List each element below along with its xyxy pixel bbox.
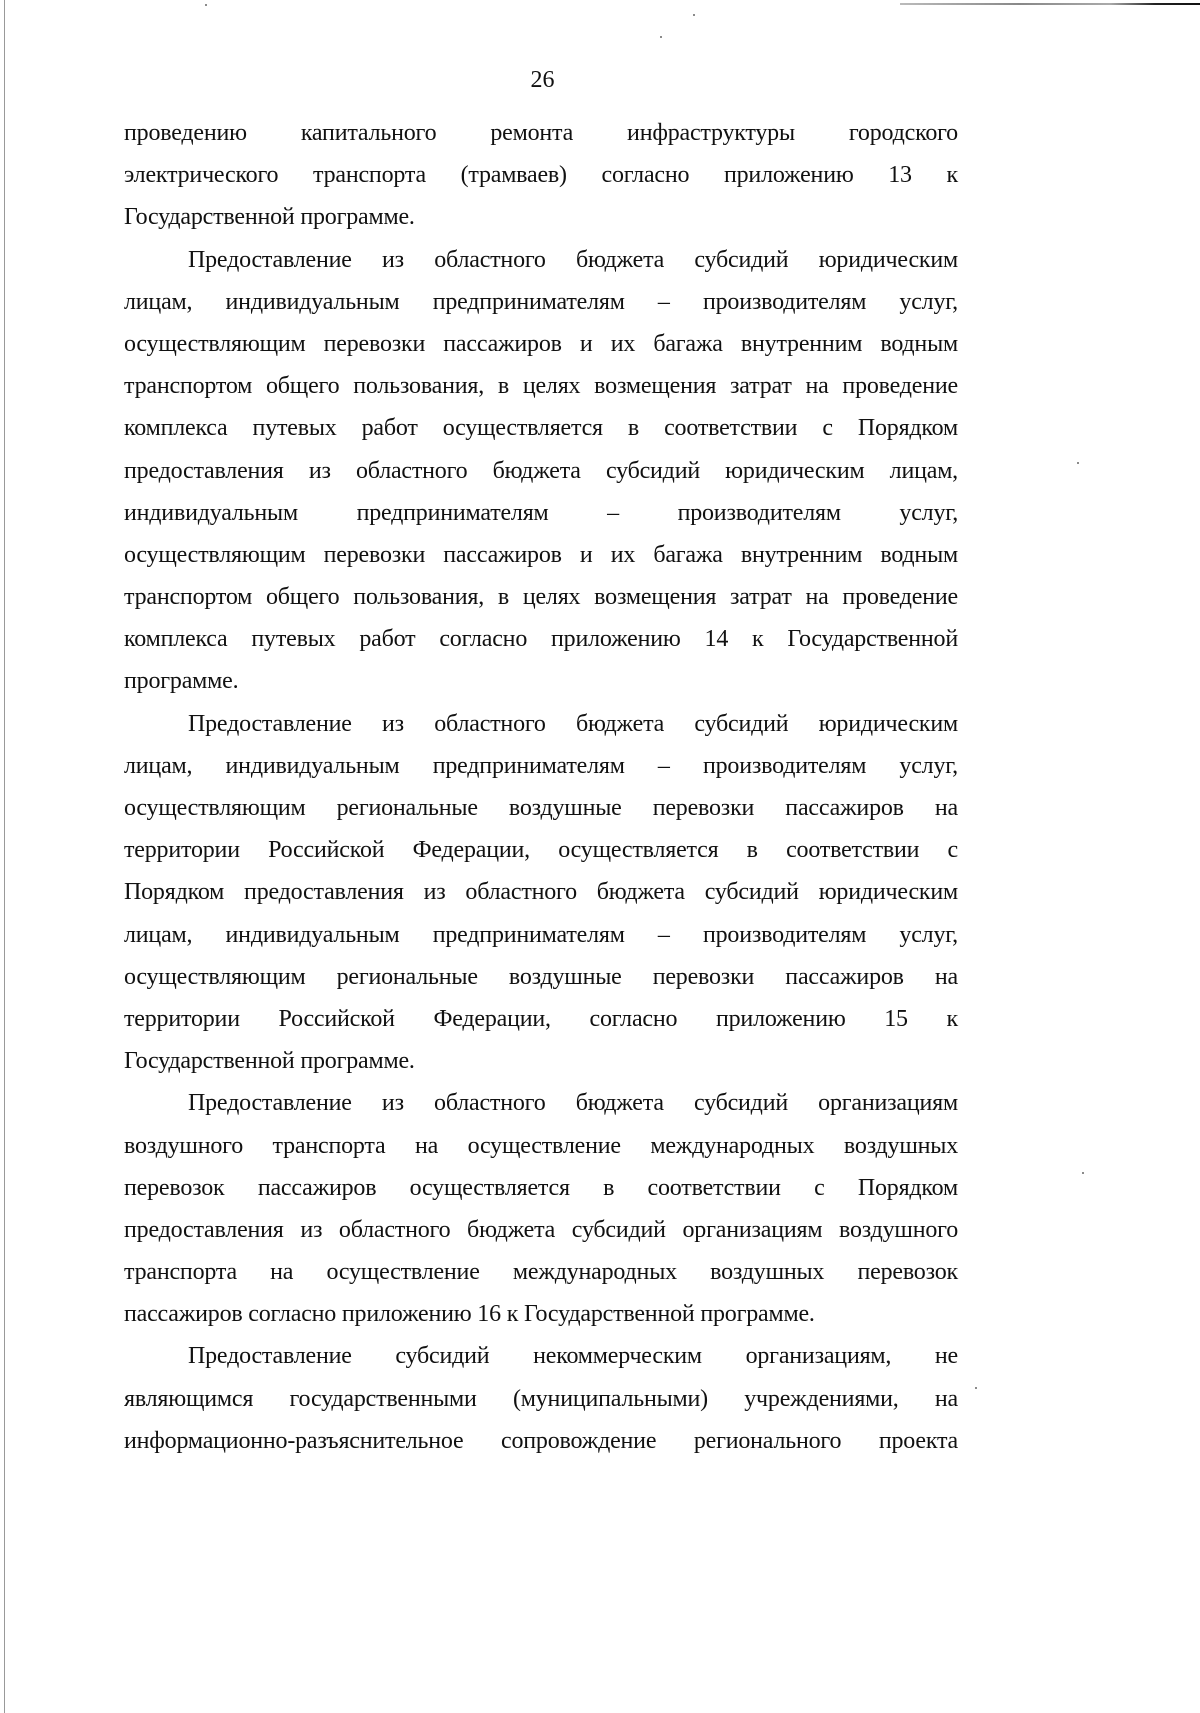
text-line: Предоставление из областного бюджета субсидий юридическим	[188, 246, 958, 273]
text-line: Государственной программе.	[124, 1048, 415, 1075]
text-line: лицам, индивидуальным предпринимателям – производителям услуг,	[124, 921, 958, 948]
text-line: территории Российской Федерации, согласно приложению 15 к	[124, 1005, 958, 1032]
text-line: осуществляющим перевозки пассажиров и их багажа внутренним водным	[124, 541, 958, 568]
text-line: транспортом общего пользования, в целях возмещения затрат на проведение	[124, 373, 958, 400]
scan-speck	[660, 36, 662, 38]
text-line: территории Российской Федерации, осуществляется в соответствии с	[124, 837, 958, 864]
paragraph-4	[124, 1082, 958, 1335]
text-line: осуществляющим перевозки пассажиров и их багажа внутренним водным	[124, 330, 958, 357]
text-line: лицам, индивидуальным предпринимателям – производителям услуг,	[124, 752, 958, 779]
scan-speck	[1082, 1172, 1084, 1174]
text-line: предоставления из областного бюджета субсидий организациям воздушного	[124, 1216, 958, 1243]
scan-speck	[1077, 462, 1079, 464]
page-number: 26	[530, 67, 555, 93]
text-line: осуществляющим региональные воздушные перевозки пассажиров на	[124, 963, 958, 990]
text-line: Предоставление из областного бюджета субсидий юридическим	[188, 710, 958, 737]
text-line: индивидуальным предпринимателям – производителям услуг,	[124, 499, 958, 526]
scan-speck	[693, 14, 695, 16]
text-line: Предоставление из областного бюджета субсидий организациям	[188, 1090, 958, 1117]
text-line: лицам, индивидуальным предпринимателям – производителям услуг,	[124, 288, 958, 315]
text-line: транспорта на осуществление международных воздушных перевозок	[124, 1259, 958, 1286]
text-line: программе.	[124, 668, 239, 695]
body-text	[124, 112, 958, 1462]
text-line: транспортом общего пользования, в целях возмещения затрат на проведение	[124, 584, 958, 611]
text-line: информационно-разъяснительное сопровождение регионального проекта	[124, 1427, 958, 1454]
text-line: перевозок пассажиров осуществляется в соответствии с Порядком	[124, 1174, 958, 1201]
text-line: Предоставление субсидий некоммерческим организациям, не	[188, 1343, 958, 1370]
text-line: проведению капитального ремонта инфраструктуры городского	[124, 120, 958, 146]
text-line: Государственной программе.	[124, 204, 415, 231]
text-line: предоставления из областного бюджета субсидий юридическим лицам,	[124, 457, 958, 484]
text-line: Порядком предоставления из областного бюджета субсидий юридическим	[124, 879, 958, 906]
text-line: электрического транспорта (трамваев) согласно приложению 13 к	[124, 162, 958, 189]
text-line: пассажиров согласно приложению 16 к Государственной программе.	[124, 1301, 815, 1328]
text-line: комплекса путевых работ согласно приложению 14 к Государственной	[124, 626, 958, 653]
scan-edge-top	[900, 3, 1200, 5]
scan-speck	[975, 1387, 977, 1389]
scan-speck	[205, 4, 207, 6]
text-line: воздушного транспорта на осуществление международных воздушных	[124, 1132, 958, 1159]
text-line: являющимся государственными (муниципальными) учреждениями, на	[124, 1385, 958, 1412]
paragraph-5	[124, 1335, 958, 1462]
paragraph-1	[124, 112, 958, 239]
paragraph-3	[124, 703, 958, 1083]
scan-edge-left	[4, 0, 5, 1713]
text-line: осуществляющим региональные воздушные перевозки пассажиров на	[124, 795, 958, 821]
paragraph-2	[124, 239, 958, 703]
text-line: комплекса путевых работ осуществляется в соответствии с Порядком	[124, 415, 958, 442]
